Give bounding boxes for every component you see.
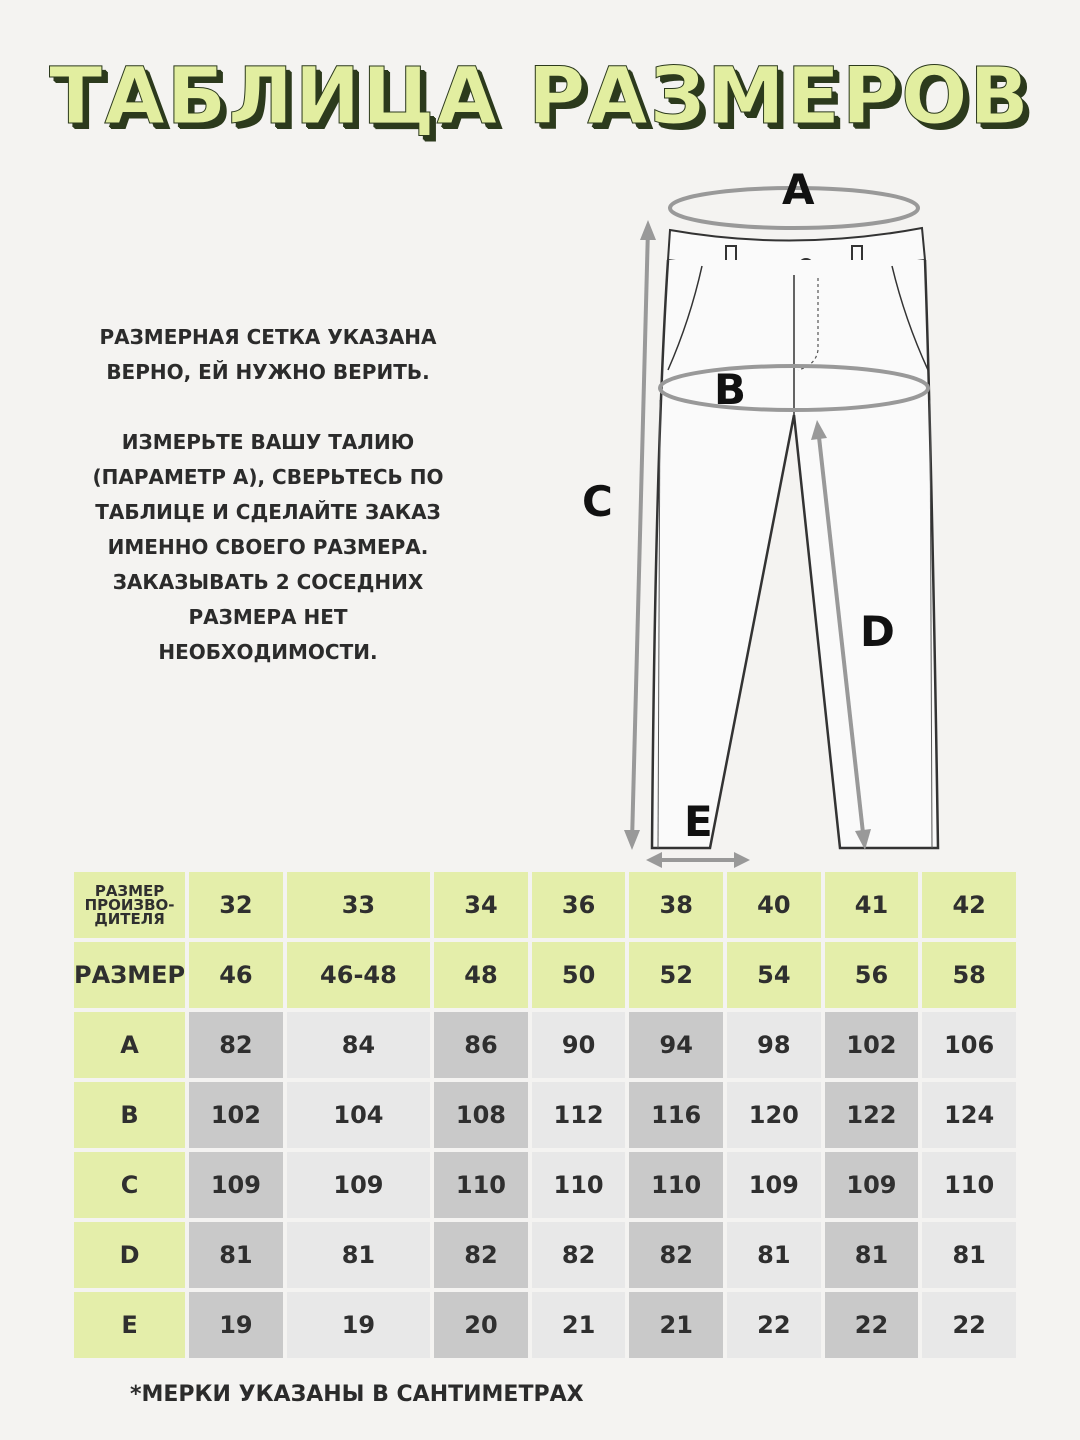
row-label-c: C bbox=[74, 1152, 185, 1218]
table-cell: 21 bbox=[629, 1292, 723, 1358]
instruction-paragraph-1: РАЗМЕРНАЯ СЕТКА УКАЗАНА ВЕРНО, ЕЙ НУЖНО ВЕРИТЬ. bbox=[99, 325, 437, 384]
table-cell: 50 bbox=[532, 942, 626, 1008]
table-cell: 81 bbox=[825, 1222, 919, 1288]
table-cell: 40 bbox=[727, 872, 821, 938]
table-cell: 82 bbox=[189, 1012, 283, 1078]
table-cell: 120 bbox=[727, 1082, 821, 1148]
footnote: *МЕРКИ УКАЗАНЫ В САНТИМЕТРАХ bbox=[130, 1382, 584, 1407]
table-cell: 33 bbox=[287, 872, 430, 938]
row-label-size: РАЗМЕР bbox=[74, 942, 185, 1008]
table-cell: 90 bbox=[532, 1012, 626, 1078]
table-cell: 42 bbox=[922, 872, 1016, 938]
table-cell: 110 bbox=[922, 1152, 1016, 1218]
table-cell: 36 bbox=[532, 872, 626, 938]
table-cell: 22 bbox=[825, 1292, 919, 1358]
table-cell: 109 bbox=[287, 1152, 430, 1218]
table-cell: 82 bbox=[532, 1222, 626, 1288]
table-cell: 19 bbox=[189, 1292, 283, 1358]
table-cell: 22 bbox=[727, 1292, 821, 1358]
table-cell: 94 bbox=[629, 1012, 723, 1078]
size-table bbox=[70, 868, 1020, 1362]
table-cell: 54 bbox=[727, 942, 821, 1008]
pants-illustration bbox=[560, 160, 980, 880]
table-cell: 98 bbox=[727, 1012, 821, 1078]
table-cell: 46 bbox=[189, 942, 283, 1008]
row-label-e: E bbox=[74, 1292, 185, 1358]
table-cell: 34 bbox=[434, 872, 528, 938]
hem-arrow-head-left bbox=[646, 852, 662, 868]
table-cell: 81 bbox=[189, 1222, 283, 1288]
label-a: A bbox=[782, 165, 815, 214]
table-cell: 41 bbox=[825, 872, 919, 938]
label-e: E bbox=[684, 797, 713, 846]
table-cell: 102 bbox=[189, 1082, 283, 1148]
table-row bbox=[74, 1082, 1016, 1148]
table-cell: 56 bbox=[825, 942, 919, 1008]
table-cell: 46-48 bbox=[287, 942, 430, 1008]
table-cell: 82 bbox=[629, 1222, 723, 1288]
table-cell: 110 bbox=[629, 1152, 723, 1218]
table-cell: 102 bbox=[825, 1012, 919, 1078]
table-cell: 22 bbox=[922, 1292, 1016, 1358]
table-cell: 112 bbox=[532, 1082, 626, 1148]
pants-outline bbox=[652, 260, 938, 848]
table-cell: 109 bbox=[825, 1152, 919, 1218]
table-row bbox=[74, 1222, 1016, 1288]
row-label-manufacturer-size: РАЗМЕР ПРОИЗВО-ДИТЕЛЯ bbox=[74, 872, 185, 938]
table-cell: 116 bbox=[629, 1082, 723, 1148]
table-cell: 19 bbox=[287, 1292, 430, 1358]
instruction-paragraph-2: ИЗМЕРЬТЕ ВАШУ ТАЛИЮ (ПАРАМЕТР А), СВЕРЬТЕСЬ ПО ТАБЛИЦЕ И СДЕЛАЙТЕ ЗАКАЗ ИМЕННО СВОЕГО РАЗМЕРА. ЗАКАЗЫВАТЬ 2 СОСЕДНИХ РАЗМЕРА НЕТ НЕОБХОДИМОСТИ. bbox=[92, 430, 444, 664]
row-label-a: A bbox=[74, 1012, 185, 1078]
instructions-text bbox=[78, 320, 458, 705]
table-cell: 52 bbox=[629, 942, 723, 1008]
table-cell: 106 bbox=[922, 1012, 1016, 1078]
label-b: B bbox=[714, 365, 747, 414]
table-cell: 104 bbox=[287, 1082, 430, 1148]
table-cell: 21 bbox=[532, 1292, 626, 1358]
table-cell: 58 bbox=[922, 942, 1016, 1008]
table-cell: 32 bbox=[189, 872, 283, 938]
table-cell: 109 bbox=[189, 1152, 283, 1218]
table-cell: 81 bbox=[727, 1222, 821, 1288]
table-cell: 110 bbox=[532, 1152, 626, 1218]
table-row bbox=[74, 1012, 1016, 1078]
hem-arrow-head-right bbox=[734, 852, 750, 868]
table-cell: 110 bbox=[434, 1152, 528, 1218]
table-cell: 38 bbox=[629, 872, 723, 938]
table-row bbox=[74, 1292, 1016, 1358]
table-cell: 20 bbox=[434, 1292, 528, 1358]
row-label-b: B bbox=[74, 1082, 185, 1148]
table-cell: 122 bbox=[825, 1082, 919, 1148]
page-title: ТАБЛИЦА РАЗМЕРОВ bbox=[49, 52, 1031, 142]
table-row bbox=[74, 942, 1016, 1008]
table-cell: 124 bbox=[922, 1082, 1016, 1148]
length-arrow-head-bottom bbox=[624, 830, 640, 850]
table-cell: 86 bbox=[434, 1012, 528, 1078]
table-cell: 84 bbox=[287, 1012, 430, 1078]
table-cell: 109 bbox=[727, 1152, 821, 1218]
table-cell: 81 bbox=[922, 1222, 1016, 1288]
length-arrow-head-top bbox=[640, 220, 656, 240]
table-cell: 82 bbox=[434, 1222, 528, 1288]
row-label-d: D bbox=[74, 1222, 185, 1288]
length-arrow bbox=[632, 228, 648, 842]
label-c: C bbox=[582, 477, 613, 526]
table-row bbox=[74, 872, 1016, 938]
label-d: D bbox=[860, 607, 895, 656]
pants-diagram bbox=[560, 160, 980, 880]
table-cell: 108 bbox=[434, 1082, 528, 1148]
table-cell: 48 bbox=[434, 942, 528, 1008]
table-cell: 81 bbox=[287, 1222, 430, 1288]
table-row bbox=[74, 1152, 1016, 1218]
